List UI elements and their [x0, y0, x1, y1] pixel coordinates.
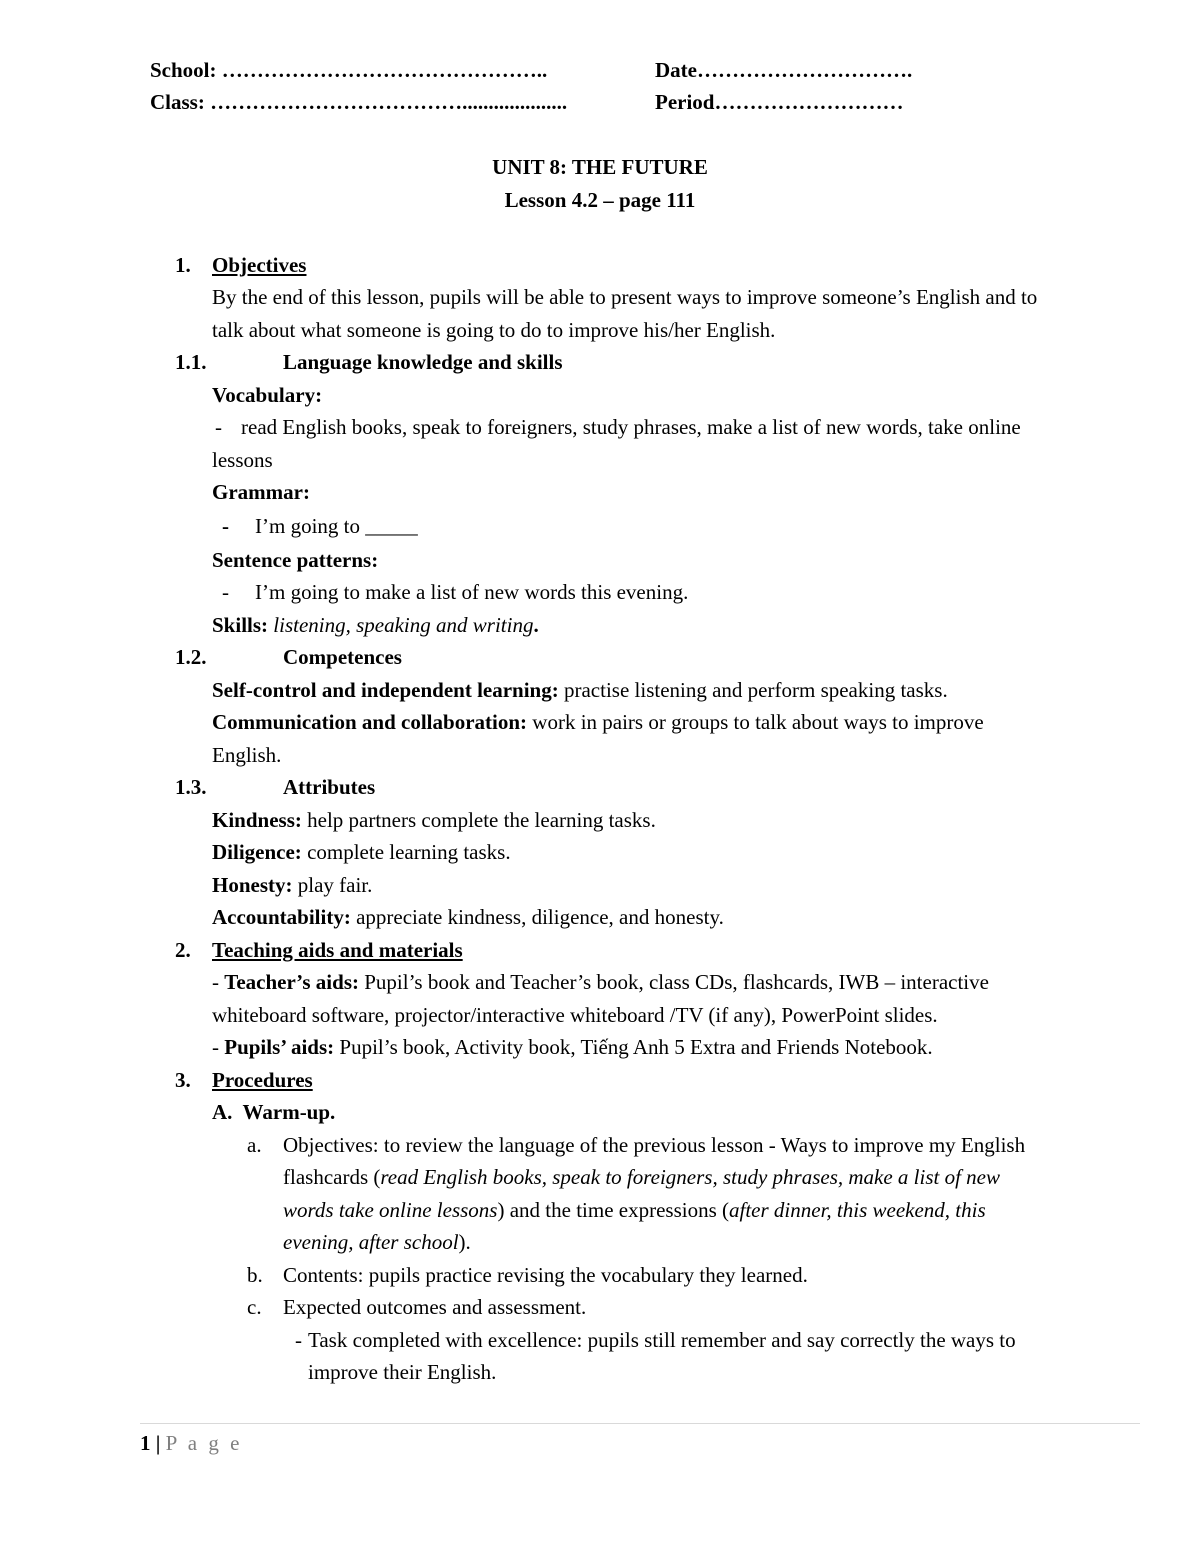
procedures-heading: Procedures: [212, 1068, 313, 1092]
aids-number: 2.: [175, 938, 191, 962]
self-control-label: Self-control and independent learning:: [212, 678, 559, 702]
item-a-line4: [283, 1226, 471, 1259]
vocabulary-label: Vocabulary:: [212, 383, 323, 407]
item-c-marker: c.: [247, 1295, 262, 1319]
sentence-patterns-dash: -: [222, 580, 229, 604]
pupil-aids-line: [212, 1031, 933, 1064]
honesty-value: play fair.: [297, 873, 373, 897]
pupil-aids-prefix: -: [212, 1035, 225, 1059]
date-field: Date………………………….: [655, 58, 913, 82]
page-number: 1: [140, 1431, 151, 1455]
teacher-aids-line1: [212, 966, 989, 999]
skills-label: Skills:: [212, 613, 269, 637]
item-a-line3: [283, 1194, 986, 1227]
kindness-line: [212, 804, 656, 837]
grammar-label: Grammar:: [212, 480, 310, 504]
item-a-line1: Objectives: to review the language of the previous lesson - Ways to improve my English: [283, 1133, 1026, 1157]
pupil-aids-value: Pupil’s book, Activity book, Tiếng Anh 5 Extra and Friends Notebook.: [339, 1035, 933, 1059]
item-a-line3-mid: ) and the time expressions (: [497, 1198, 729, 1222]
teacher-aids-label: Teacher’s aids:: [224, 970, 359, 994]
kindness-label: Kindness:: [212, 808, 302, 832]
communication-line: [212, 706, 984, 739]
class-field: Class: ………………………………....................: [150, 90, 568, 114]
honesty-label: Honesty:: [212, 873, 293, 897]
section-1-2-number: 1.2.: [175, 645, 207, 669]
diligence-value: complete learning tasks.: [307, 840, 511, 864]
diligence-line: [212, 836, 511, 869]
honesty-line: [212, 869, 372, 902]
objectives-heading: Objectives: [212, 253, 307, 277]
warmup-heading: A. Warm-up.: [212, 1100, 336, 1124]
vocabulary-dash: -: [215, 415, 222, 439]
grammar-item: I’m going to _____: [255, 514, 418, 538]
objectives-intro-line1: By the end of this lesson, pupils will be able to present ways to improve someone’s English and to: [212, 285, 1038, 309]
teacher-aids-prefix: -: [212, 970, 225, 994]
item-a-line2-italic: read English books, speak to foreigners, study phrases, make a list of new: [380, 1165, 1001, 1189]
lesson-title: Lesson 4.2 – page 111: [504, 188, 696, 212]
self-control-line: [212, 674, 948, 707]
grammar-dash: -: [222, 514, 229, 538]
aids-heading: Teaching aids and materials: [212, 938, 463, 962]
section-1-3-heading: Attributes: [283, 775, 376, 799]
teacher-aids-line2: whiteboard software, projector/interactive whiteboard /TV (if any), PowerPoint slides.: [212, 1003, 938, 1027]
skills-line: [212, 609, 539, 642]
item-a-line2-pre: flashcards (: [283, 1165, 381, 1189]
section-1-1-number: 1.1.: [175, 350, 207, 374]
section-1-1-heading: Language knowledge and skills: [283, 350, 563, 374]
item-a-line3-italic: words take online lessons: [283, 1198, 498, 1222]
item-a-marker: a.: [247, 1133, 262, 1157]
item-a-line2: [283, 1161, 1000, 1194]
vocabulary-line2: lessons: [212, 448, 273, 472]
section-1-2-heading: Competences: [283, 645, 402, 669]
item-a-line4-end: ).: [458, 1230, 471, 1254]
pupil-aids-label: Pupils’ aids:: [224, 1035, 335, 1059]
objectives-number: 1.: [175, 253, 191, 277]
item-b-text: Contents: pupils practice revising the vocabulary they learned.: [283, 1263, 808, 1287]
communication-value: work in pairs or groups to talk about ways to improve: [532, 710, 984, 734]
period-field: Period………………………: [655, 90, 904, 114]
procedures-number: 3.: [175, 1068, 191, 1092]
skills-period: .: [533, 613, 539, 637]
self-control-value: practise listening and perform speaking tasks.: [563, 678, 948, 702]
accountability-line: [212, 901, 724, 934]
task-line2: improve their English.: [308, 1360, 497, 1384]
item-a-line4-italic: evening, after school: [283, 1230, 459, 1254]
section-1-3-number: 1.3.: [175, 775, 207, 799]
item-c-text: Expected outcomes and assessment.: [283, 1295, 587, 1319]
school-field: School: ………………………………………..: [150, 58, 548, 82]
sentence-patterns-item: I’m going to make a list of new words this evening.: [255, 580, 689, 604]
item-b-marker: b.: [247, 1263, 263, 1287]
task-dash: -: [295, 1328, 302, 1352]
communication-label: Communication and collaboration:: [212, 710, 528, 734]
kindness-value: help partners complete the learning tasks.: [307, 808, 656, 832]
teacher-aids-value: Pupil’s book and Teacher’s book, class CDs, flashcards, IWB – interactive: [364, 970, 989, 994]
footer-divider: [140, 1423, 1140, 1424]
page-footer: [140, 1427, 242, 1460]
task-line1: Task completed with excellence: pupils still remember and say correctly the ways to: [308, 1328, 1016, 1352]
skills-value: listening, speaking and writing: [273, 613, 534, 637]
item-a-line3-italic2: after dinner, this weekend, this: [729, 1198, 986, 1222]
unit-title: UNIT 8: THE FUTURE: [492, 155, 708, 179]
communication-line2: English.: [212, 743, 282, 767]
diligence-label: Diligence:: [212, 840, 302, 864]
vocabulary-line1: read English books, speak to foreigners, study phrases, make a list of new words, take online: [241, 415, 1021, 439]
accountability-label: Accountability:: [212, 905, 351, 929]
accountability-value: appreciate kindness, diligence, and honesty.: [356, 905, 724, 929]
page-label: P a g e: [165, 1431, 243, 1455]
sentence-patterns-label: Sentence patterns:: [212, 548, 379, 572]
page-separator: |: [150, 1431, 166, 1455]
objectives-intro-line2: talk about what someone is going to do to improve his/her English.: [212, 318, 776, 342]
